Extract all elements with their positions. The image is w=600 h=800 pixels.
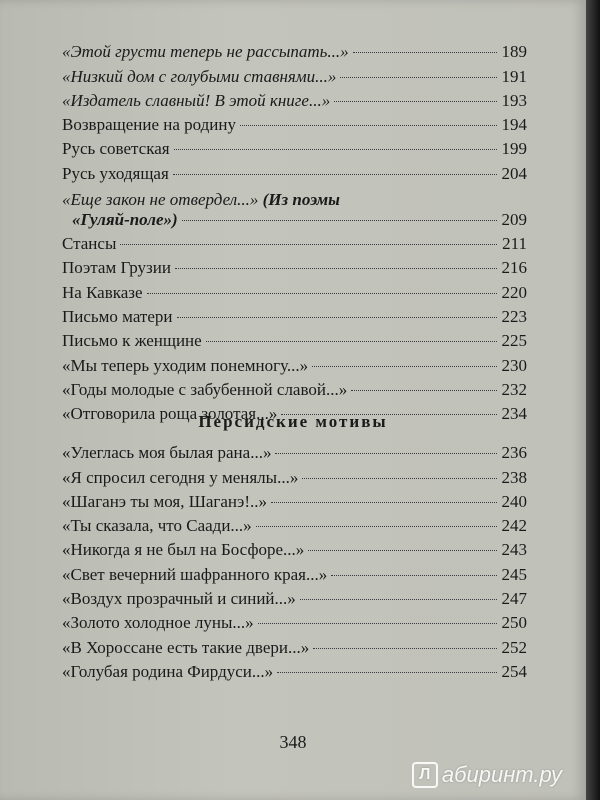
toc-entry-page: 250 <box>501 613 527 633</box>
toc-entry-page: 211 <box>502 234 527 254</box>
dot-leader <box>351 390 497 391</box>
toc-entry-title: Возвращение на родину <box>62 115 237 135</box>
toc-entry-page: 223 <box>501 306 527 326</box>
toc-entry-title: «Свет вечерний шафранного края...» <box>62 564 328 584</box>
toc-entry <box>62 91 529 115</box>
toc-entry-title: «Отговорила роща золотая...» <box>62 404 278 424</box>
toc-entry <box>62 139 529 163</box>
toc-entry-title: «Воздух прозрачный и синий...» <box>62 589 296 609</box>
toc-entry <box>62 331 529 355</box>
toc-entry-title: Письмо к женщине <box>62 331 202 351</box>
toc-entry-page: 199 <box>501 139 527 159</box>
dot-leader <box>182 220 497 221</box>
toc-entry-page: 193 <box>501 90 527 110</box>
dot-leader <box>177 317 498 318</box>
toc-entry-title: «Издатель славный! В этой книге...» <box>62 90 331 110</box>
dot-leader <box>120 244 497 245</box>
toc-entry-page: 238 <box>501 467 527 487</box>
watermark-text: абиринт.ру <box>441 762 562 787</box>
toc-entry-page: 242 <box>501 516 527 536</box>
toc-entry <box>62 234 529 258</box>
table-of-contents-part-2 <box>62 443 529 686</box>
dot-leader <box>258 623 497 624</box>
toc-entry <box>62 662 529 686</box>
toc-entry-title: «Ты сказала, что Саади...» <box>62 516 252 536</box>
dot-leader <box>147 293 497 294</box>
dot-leader <box>174 149 497 150</box>
toc-entry-page: 243 <box>501 540 527 560</box>
toc-entry-title: Поэтам Грузии <box>62 258 171 278</box>
table-of-contents-part-1 <box>62 42 529 428</box>
toc-entry <box>62 443 529 467</box>
toc-entry-page: 236 <box>501 443 527 463</box>
toc-entry <box>62 66 529 90</box>
book-spine-edge <box>586 0 600 800</box>
toc-entry-page: 240 <box>501 491 527 511</box>
toc-entry-title: «Мы теперь уходим понемногу...» <box>62 355 309 375</box>
toc-entry-title: «В Хороссане есть такие двери...» <box>62 637 310 657</box>
toc-entry-title: «Никогда я не был на Босфоре...» <box>62 540 305 560</box>
toc-entry-title: «Годы молодые с забубенной славой...» <box>62 379 348 399</box>
dot-leader <box>271 502 497 503</box>
toc-entry <box>62 282 529 306</box>
toc-entry <box>62 613 529 637</box>
toc-entry-title: «Шаганэ ты моя, Шаганэ!..» <box>62 491 267 511</box>
toc-entry-page: 234 <box>501 404 527 424</box>
toc-entry-page: 225 <box>501 331 527 351</box>
toc-entry-title: Русь уходящая <box>62 163 169 183</box>
toc-entry-title: «Этой грусти теперь не рассыпать...» <box>62 42 349 62</box>
toc-entry-page: 220 <box>501 282 527 302</box>
toc-entry-page: 194 <box>501 115 527 135</box>
section-heading: Персидские мотивы <box>198 412 388 431</box>
toc-entry-title: Письмо матери <box>62 306 173 326</box>
toc-entry-title: «Низкий дом с голубыми ставнями...» <box>62 66 337 86</box>
toc-entry-page: 191 <box>501 66 527 86</box>
toc-entry <box>62 540 529 564</box>
dot-leader <box>277 672 497 673</box>
toc-entry <box>62 564 529 588</box>
dot-leader <box>313 648 497 649</box>
toc-entry <box>62 115 529 139</box>
dot-leader <box>340 77 497 78</box>
page-number: 348 <box>279 732 307 752</box>
dot-leader <box>300 599 497 600</box>
toc-entry-page: 254 <box>501 661 527 681</box>
toc-entry-page: 189 <box>501 42 527 62</box>
dot-leader <box>206 341 497 342</box>
toc-entry <box>62 42 529 66</box>
toc-entry-title: «Я спросил сегодня у менялы...» <box>62 467 299 487</box>
toc-entry-page: 230 <box>501 355 527 375</box>
toc-entry-note-continued: «Гуляй-поле») <box>72 209 178 229</box>
toc-entry-note: (Из поэмы <box>262 189 340 209</box>
toc-entry-page: 247 <box>501 589 527 609</box>
toc-entry-page: 209 <box>501 209 527 229</box>
toc-entry <box>62 355 529 379</box>
toc-entry-title: Стансы <box>62 234 117 254</box>
toc-entry-title: «Золото холодное луны...» <box>62 613 254 633</box>
toc-entry <box>62 492 529 516</box>
toc-entry-title: Русь советская <box>62 139 170 159</box>
toc-entry <box>62 467 529 491</box>
toc-entry-page: 232 <box>501 379 527 399</box>
toc-entry <box>62 589 529 613</box>
dot-leader <box>334 101 497 102</box>
dot-leader <box>312 366 497 367</box>
dot-leader <box>331 575 497 576</box>
dot-leader <box>173 174 497 175</box>
toc-entry-title: На Кавказе <box>62 282 143 302</box>
dot-leader <box>302 478 497 479</box>
toc-entry-page: 204 <box>501 163 527 183</box>
toc-entry-title: «Голубая родина Фирдуси...» <box>62 661 274 681</box>
toc-entry <box>62 637 529 661</box>
toc-entry-multiline <box>62 188 529 234</box>
toc-entry <box>62 307 529 331</box>
toc-entry-page: 245 <box>501 564 527 584</box>
toc-entry-page: 216 <box>501 258 527 278</box>
toc-entry-title: «Улеглась моя былая рана...» <box>62 443 272 463</box>
toc-entry <box>62 516 529 540</box>
dot-leader <box>240 125 497 126</box>
dot-leader <box>256 526 497 527</box>
toc-entry-page: 252 <box>501 637 527 657</box>
labirint-logo-icon: Л <box>412 762 438 788</box>
toc-entry-title: «Еще закон не отвердел...» <box>62 189 259 209</box>
toc-entry <box>62 380 529 404</box>
watermark <box>412 762 562 788</box>
toc-entry <box>62 163 529 187</box>
toc-entry-first-line <box>62 190 340 210</box>
toc-entry <box>62 258 529 282</box>
dot-leader <box>353 52 497 53</box>
dot-leader <box>308 550 497 551</box>
dot-leader <box>275 453 497 454</box>
dot-leader <box>175 268 497 269</box>
